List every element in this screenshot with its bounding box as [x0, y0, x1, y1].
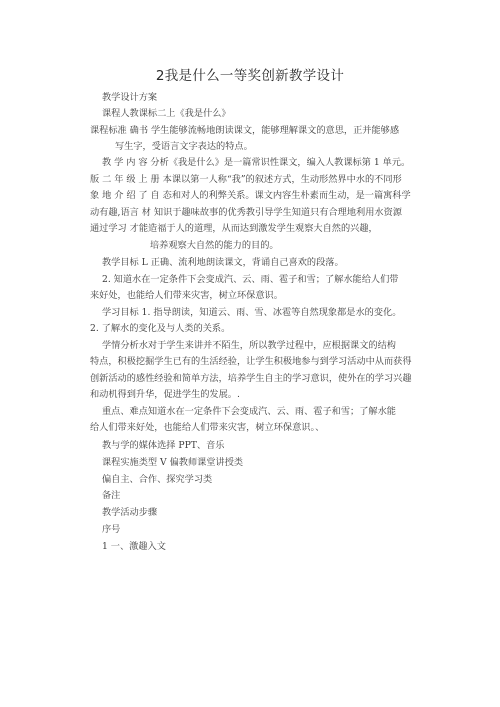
text-line: 和动机得到升华，促进学生的发展。. [90, 389, 240, 400]
text-line: 教与学的媒体选择 PPT、音乐 [102, 440, 225, 451]
text-line: 通过学习 才能造福于人的道理，从而达到激发学生观察大自然的兴趣， [90, 223, 378, 234]
text-line: 偏自主、合作、探究学习类 [102, 474, 213, 485]
text-line: 创新活动的感性经验和简单方法，培养学生自主的学习意识，使外在的学习兴趣 [90, 373, 412, 384]
text-line: 来好处，也能给人们带来灾害，树立环保意识。 [90, 290, 283, 301]
text-line: 培养观察大自然的能力的目的。 [150, 240, 279, 251]
text-line: 学习目标 1. 指导朗读，知道云、雨、雪、冰雹等自然现象都是水的变化。 [102, 307, 402, 318]
text-line: 课程标准 确书 学生能够流畅地朗读课文，能够理解课文的意思，正并能够感 [90, 125, 400, 136]
text-line: 2. 知道水在一定条件下会变成汽、云、雨、雹子和雪；了解水能给人们带 [102, 274, 399, 285]
document-title: 2我是什么一等奖创新教学设计 [155, 68, 345, 84]
text-line: 动有趣,语言 材 知识于趣味故事的优秀教引导学生知道只有合理地利用水资源 [90, 207, 402, 218]
text-line: 序号 [102, 524, 121, 535]
text-line: 写生字，受语言文字表达的特点。 [115, 141, 253, 152]
text-line: 版 二 年 级 上 册 本课以第一人称“我”的叙述方式，生动形然界中水的不同形 [90, 174, 402, 185]
text-line: 备注 [102, 490, 121, 501]
text-line: 学情分析水对于学生来讲并不陌生，所以教学过程中，应根据课文的结构 [102, 340, 396, 351]
text-line: 教学设计方案 [102, 92, 158, 103]
text-line: 课程实施类型 V 偏教师课堂讲授类 [102, 457, 244, 468]
text-line: 教学活动步骤 [102, 507, 158, 518]
text-line: 重点、难点知道水在一定条件下会变成汽、云、雨、雹子和雪；了解水能 [102, 406, 396, 417]
text-line: 教 学 内 容 分析《我是什么》是一篇常识性课文，编入人教课标第 1 单元。 [102, 157, 411, 168]
text-line: 课程人教课标二上《我是什么》 [102, 108, 231, 119]
text-line: 教学目标 L 正确、流利地朗读课文，背诵自己喜欢的段落。 [102, 257, 344, 268]
text-line: 特点，积极挖掘学生已有的生活经验，让学生积极地参与到学习活动中从而获得 [90, 356, 412, 367]
text-line: 1 一、激趣入文 [102, 541, 166, 552]
text-line: 给人们带来好处，也能给人们带来灾害，树立环保意识。、 [90, 422, 325, 433]
text-line: 象 地 介 绍 了 自 态和对人的利弊关系。课文内容生朴素而生动，是一篇寓科学 [90, 190, 411, 201]
text-line: 2. 了解水的变化及与人类的关系。 [90, 323, 231, 334]
